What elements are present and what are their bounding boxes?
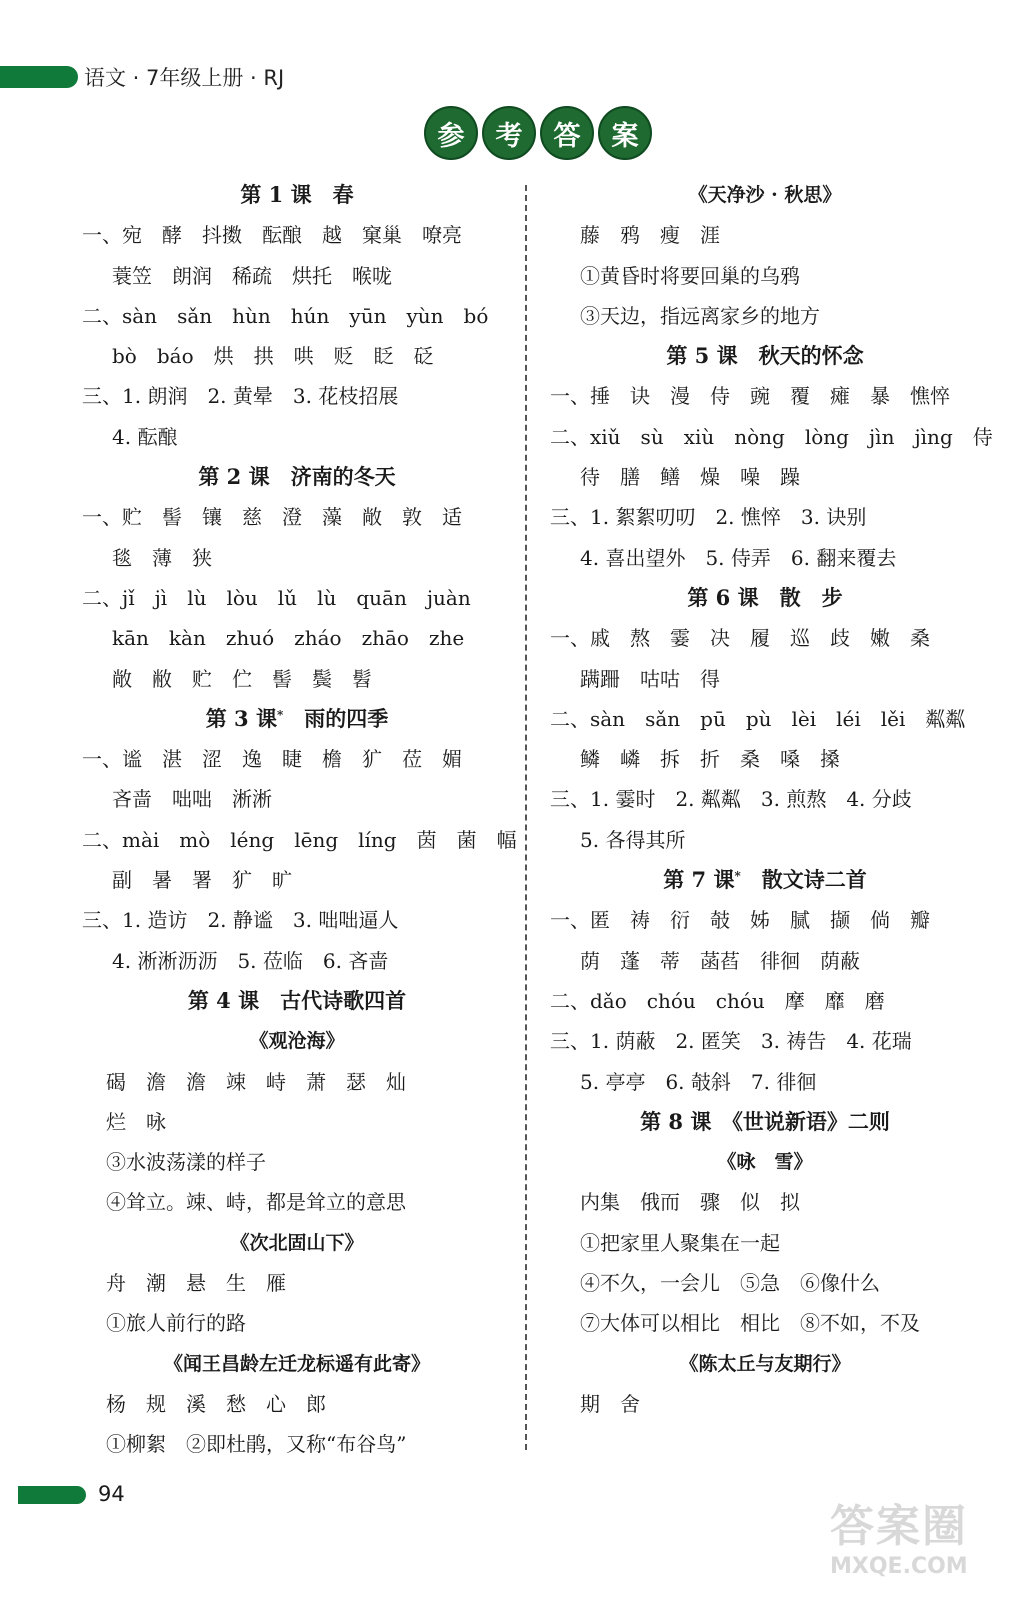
- poem-heading: 《观沧海》: [249, 1030, 345, 1053]
- page-number: 94: [98, 1482, 125, 1506]
- answer-line: 三、1. 霎时 2. 粼粼 3. 煎熬 4. 分歧: [550, 787, 912, 812]
- answer-line: ①柳絮 ②即杜鹃，又称“布谷鸟”: [106, 1432, 407, 1457]
- answer-line: 蹒跚 咕咕 得: [580, 666, 720, 691]
- poem-heading: 《闻王昌龄左迁龙标遥有此寄》: [163, 1352, 430, 1375]
- answer-line: 期 舍: [580, 1391, 640, 1416]
- answer-line: 二、jǐ jì lù lòu lǔ lù quān juàn: [82, 585, 471, 610]
- watermark-logo-text: 答案圈: [830, 1501, 968, 1552]
- right-column: [550, 175, 993, 1424]
- lesson-title: 雨的四季: [283, 705, 389, 731]
- poem-heading: 《次北固山下》: [230, 1231, 364, 1254]
- answer-line: 5. 亭亭 6. 攲斜 7. 徘徊: [580, 1069, 817, 1094]
- watermark: [830, 1490, 1010, 1582]
- answer-line: 内集 俄而 骤 似 拟: [580, 1190, 800, 1215]
- poem-heading: 《陈太丘与友期行》: [679, 1352, 851, 1375]
- answer-line: 5. 各得其所: [580, 827, 686, 852]
- lesson-number: 第 7 课: [663, 867, 735, 893]
- answer-line: 杨 规 溪 愁 心 郎: [106, 1391, 326, 1416]
- answer-line: 一、宛 酵 抖擞 酝酿 越 窠巢 嘹亮: [82, 223, 462, 248]
- answer-line: 二、mài mò léng lēng líng 茵 菌 幅: [82, 827, 517, 852]
- answer-line: 一、匿 祷 衍 攲 姊 腻 撷 倘 瓣: [550, 908, 930, 933]
- title-char: 案: [598, 106, 652, 160]
- answer-line: 待 膳 鳝 燥 噪 躁: [580, 465, 800, 490]
- title-char: 考: [482, 106, 536, 160]
- answer-line: bò báo 烘 拱 哄 贬 眨 砭: [112, 344, 434, 369]
- answer-line: 二、dǎo chóu chóu 摩 靡 磨: [550, 988, 885, 1013]
- lesson-heading: [550, 860, 980, 900]
- watermark-url: MXQE.COM: [830, 1554, 968, 1579]
- answer-line: kān kàn zhuó zháo zhāo zhe: [112, 626, 465, 651]
- answer-line: 三、1. 荫蔽 2. 匿笑 3. 祷告 4. 花瑞: [550, 1029, 912, 1054]
- answer-line: 吝啬 咄咄 淅淅: [112, 787, 272, 812]
- answer-line: 三、1. 絮絮叨叨 2. 憔悴 3. 诀别: [550, 505, 867, 530]
- page-title: [424, 106, 652, 158]
- lesson-heading: [82, 699, 512, 739]
- answer-line: 蓑笠 朗润 稀疏 烘托 喉咙: [112, 263, 392, 288]
- answer-line: 藤 鸦 瘦 涯: [580, 223, 720, 248]
- lesson-heading: 第 4 课 古代诗歌四首: [187, 987, 407, 1013]
- answer-line: 二、sàn sǎn pū pù lèi léi lěi 粼粼: [550, 706, 966, 731]
- answer-line: ④耸立。竦、峙，都是耸立的意思: [106, 1190, 406, 1215]
- answer-line: 毯 薄 狭: [112, 545, 212, 570]
- lesson-heading: 第 8 课 《世说新语》二则: [640, 1108, 890, 1134]
- answer-line: ①黄昏时将要回巢的乌鸦: [580, 263, 800, 288]
- answer-line: 鳞 嶙 拆 折 桑 嗓 搡: [580, 747, 840, 772]
- lesson-heading: 第 2 课 济南的冬天: [198, 464, 396, 490]
- poem-heading: 《天净沙 · 秋思》: [688, 184, 842, 206]
- answer-line: 一、捶 诀 漫 侍 豌 覆 瘫 暴 憔悴: [550, 384, 950, 409]
- answer-line: 一、谧 湛 涩 逸 睫 檐 犷 莅 媚: [82, 747, 462, 772]
- answer-line: ③水波荡漾的样子: [106, 1150, 266, 1175]
- column-divider: [525, 185, 527, 1450]
- answer-line: 4. 淅淅沥沥 5. 莅临 6. 吝啬: [112, 948, 389, 973]
- answer-line: 碣 澹 澹 竦 峙 萧 瑟 灿: [106, 1069, 406, 1094]
- lesson-number: 第 3 课: [205, 705, 277, 731]
- optional-mark: *: [734, 869, 741, 884]
- optional-mark: *: [276, 707, 284, 722]
- answer-line: 二、sàn sǎn hùn hún yūn yùn bó: [82, 303, 489, 328]
- answer-line: 4. 喜出望外 5. 侍弄 6. 翻来覆去: [580, 545, 897, 570]
- answer-line: 舟 潮 悬 生 雁: [106, 1271, 286, 1296]
- answer-line: 一、贮 髻 镶 慈 澄 藻 敞 敦 适: [82, 505, 462, 530]
- answer-line: 敞 敝 贮 伫 髻 鬓 髫: [112, 666, 372, 691]
- answer-line: ④不久，一会儿 ⑤急 ⑥像什么: [580, 1271, 880, 1296]
- answer-line: ①旅人前行的路: [106, 1311, 246, 1336]
- answer-line: 三、1. 造访 2. 静谧 3. 咄咄逼人: [82, 908, 399, 933]
- answer-line: 烂 咏: [106, 1109, 166, 1134]
- left-column: [82, 175, 517, 1465]
- poem-heading: 《咏 雪》: [717, 1151, 813, 1174]
- lesson-title: 散文诗二首: [740, 867, 867, 893]
- lesson-heading: 第 5 课 秋天的怀念: [666, 343, 864, 369]
- answer-line: ①把家里人聚集在一起: [580, 1230, 780, 1255]
- answer-line: 副 暑 署 犷 旷: [112, 868, 292, 893]
- title-char: 参: [424, 106, 478, 160]
- answer-line: ③天边，指远离家乡的地方: [580, 303, 820, 328]
- answer-line: 二、xiǔ sù xiù nòng lòng jìn jìng 侍: [550, 424, 993, 449]
- answer-line: ⑦大体可以相比 相比 ⑧不如，不及: [580, 1311, 920, 1336]
- lesson-heading: 第 1 课 春: [240, 182, 354, 207]
- answer-line: 4. 酝酿: [112, 424, 178, 449]
- answer-line: 荫 蓬 蒂 菡萏 徘徊 荫蔽: [580, 948, 860, 973]
- footer-accent-bar: [18, 1486, 86, 1504]
- title-char: 答: [540, 106, 594, 160]
- lesson-heading: 第 6 课 散 步: [687, 584, 843, 610]
- header-subject: 语文 · 7年级上册 · RJ: [84, 66, 285, 90]
- header-accent-bar: [0, 66, 78, 88]
- answer-line: 三、1. 朗润 2. 黄晕 3. 花枝招展: [82, 384, 399, 409]
- answer-line: 一、戚 熬 霎 决 履 巡 歧 嫩 桑: [550, 626, 930, 651]
